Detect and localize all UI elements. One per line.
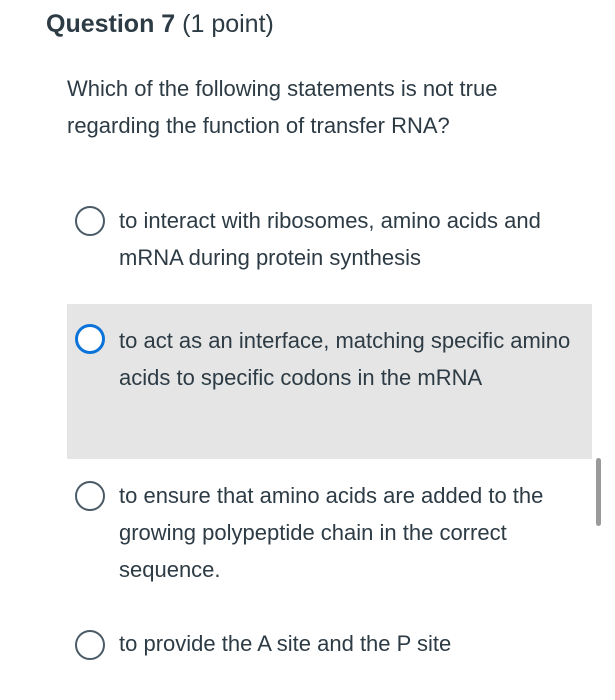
radio-button-icon[interactable] [75, 481, 105, 511]
question-points: (1 point) [182, 10, 274, 38]
answer-option-1[interactable] [67, 188, 592, 304]
scrollbar-thumb[interactable] [596, 458, 601, 526]
radio-button-icon[interactable] [75, 630, 105, 660]
radio-button-icon[interactable] [75, 324, 105, 354]
answer-label: to ensure that amino acids are added to the growing polypeptide chain in the correct sequence. [119, 483, 544, 582]
answer-label: to act as an interface, matching specific amino acids to specific codons in the mRNA [119, 328, 571, 390]
answer-option-2[interactable] [67, 304, 592, 459]
question-header [46, 6, 274, 42]
question-title: Question 7 [46, 10, 176, 38]
answer-option-3[interactable] [67, 459, 592, 617]
answer-option-4[interactable] [67, 617, 592, 689]
answer-label: to interact with ribosomes, amino acids and mRNA during protein synthesis [119, 208, 541, 270]
radio-button-icon[interactable] [75, 206, 105, 236]
question-text: Which of the following statements is not true regarding the function of transfer RNA? [67, 76, 498, 138]
answer-label: to provide the A site and the P site [119, 631, 452, 656]
answer-list [67, 188, 592, 689]
